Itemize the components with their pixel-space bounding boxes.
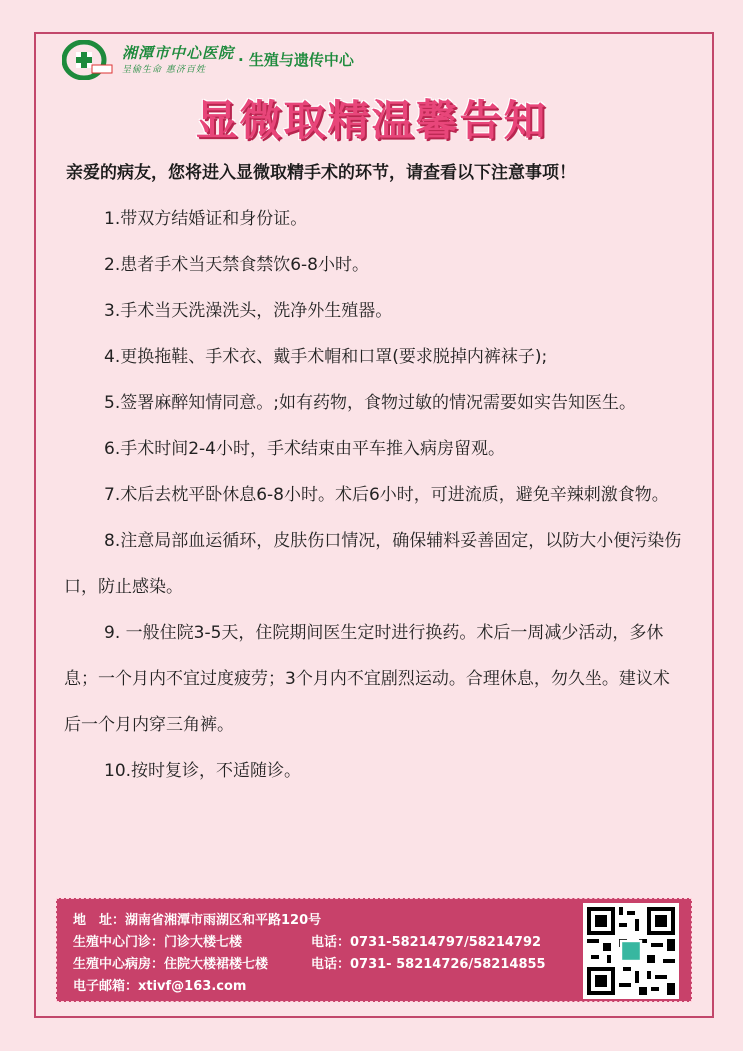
- qr-code-icon: [583, 903, 679, 999]
- hospital-logo: [62, 40, 422, 82]
- hospital-slogan: 呈偷生命 惠济百姓: [122, 65, 206, 75]
- list-item: 3.手术当天洗澡洗头，洗净外生殖器。: [104, 301, 393, 321]
- footer-ward-phone: 电话：0731- 58214726/58214855: [311, 957, 546, 972]
- list-item: 4.更换拖鞋、手术衣、戴手术帽和口罩(要求脱掉内裤袜子);: [104, 347, 548, 367]
- hospital-cross-icon: [62, 40, 114, 80]
- footer-address: 地 址：湖南省湘潭市雨湖区和平路120号: [73, 913, 322, 928]
- page-title: 显微取精温馨告知: [195, 96, 548, 145]
- intro-text: 亲爱的病友，您将进入显微取精手术的环节，请查看以下注意事项！: [66, 163, 576, 183]
- notice-list: [64, 196, 686, 794]
- department-name: · 生殖与遗传中心: [238, 51, 354, 69]
- list-item: 2.患者手术当天禁食禁饮6-8小时。: [104, 255, 369, 275]
- list-item: 1.带双方结婚证和身份证。: [104, 209, 308, 229]
- list-item: 9. 一般住院3-5天，住院期间医生定时进行换药。术后一周减少活动，多休息；一个月内不宜过度疲劳；3个月内不宜剧烈运动。合理休息，勿久坐。建议术后一个月内穿三角裤。: [64, 623, 670, 735]
- list-item: 6.手术时间2-4小时，手术结束由平车推入病房留观。: [104, 439, 505, 459]
- hospital-name: 湘潭市中心医院: [122, 44, 235, 62]
- contact-footer: [56, 898, 692, 1002]
- footer-ward: 生殖中心病房：住院大楼裙楼七楼: [73, 957, 269, 972]
- list-item: 5.签署麻醉知情同意。;如有药物，食物过敏的情况需要如实告知医生。: [104, 393, 636, 413]
- footer-clinic: 生殖中心门诊：门诊大楼七楼: [73, 935, 243, 950]
- list-item: 10.按时复诊，不适随诊。: [104, 761, 302, 781]
- footer-clinic-phone: 电话：0731-58214797/58214792: [311, 935, 542, 950]
- list-item: 8.注意局部血运循环，皮肤伤口情况，确保辅料妥善固定，以防大小便污染伤口，防止感染。: [64, 531, 682, 597]
- list-item: 7.术后去枕平卧休息6-8小时。术后6小时，可进流质，避免辛辣刺激食物。: [104, 485, 669, 505]
- footer-email: 电子邮箱：xtivf@163.com: [73, 979, 247, 994]
